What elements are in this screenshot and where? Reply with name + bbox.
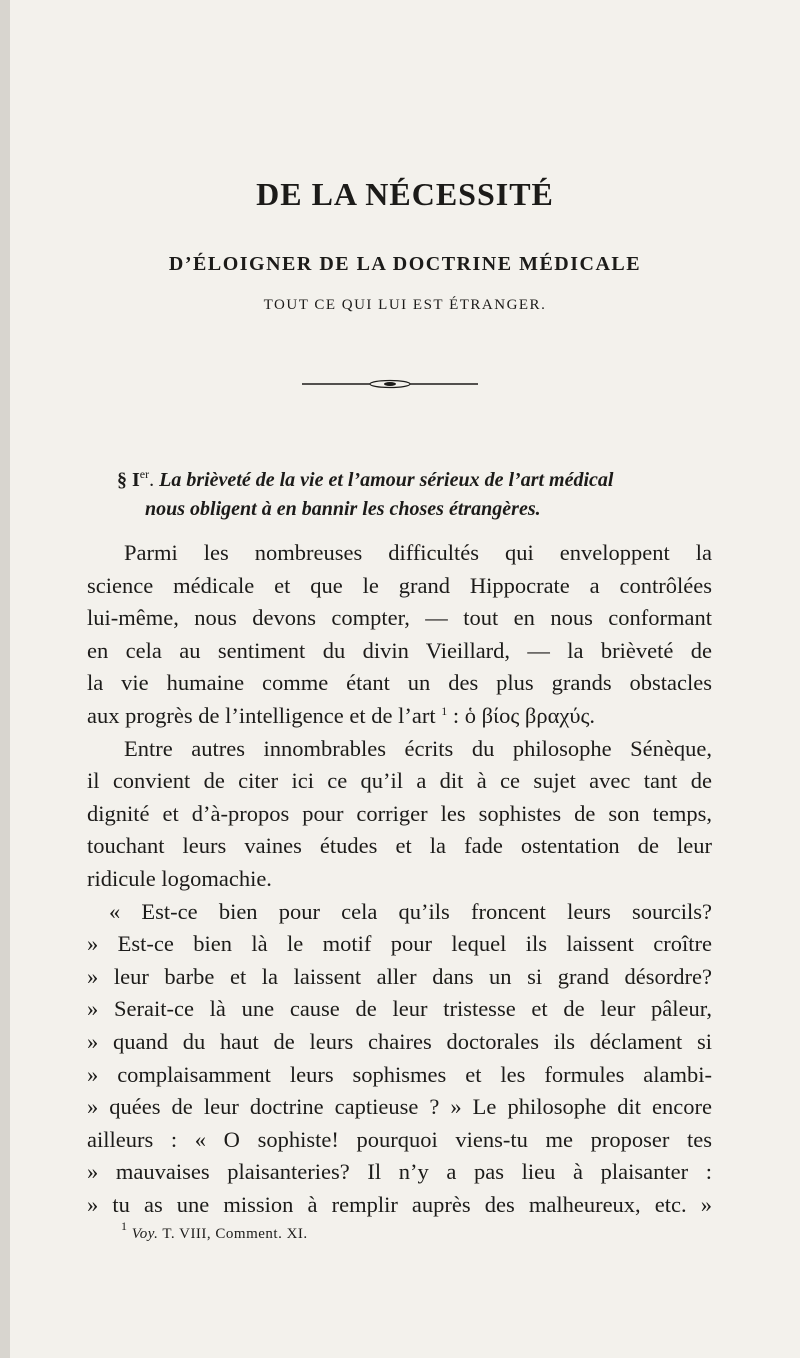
section-symbol-sup: er <box>139 467 150 481</box>
text-line: la vie humaine comme étant un des plus grands obstacles <box>87 670 712 696</box>
footnote-number: 1 <box>121 1219 128 1233</box>
text-line-with-footnote <box>87 700 712 733</box>
text-line: » Est-ce bien là le motif pour lequel ils laissent croître <box>87 931 712 957</box>
section-heading-line-2: nous obligent à en bannir les choses étrangères. <box>145 498 541 520</box>
text-line: science médicale et que le grand Hippocrate a contrôlées <box>87 572 712 598</box>
body-text <box>87 537 712 1221</box>
text-line: dignité et d’à-propos pour corriger les sophistes de son temps, <box>87 800 712 826</box>
text-line: en cela au sentiment du divin Vieillard, — la brièveté de <box>87 637 712 663</box>
greek-quote: : ὁ βίος βραχύς. <box>452 702 596 728</box>
text-line: » leur barbe et la laissent aller dans un si grand désordre? <box>87 963 712 989</box>
chapter-subtitle-continued: TOUT CE QUI LUI EST ÉTRANGER. <box>263 297 547 313</box>
text-line: » tu as une mission à remplir auprès des malheureux, etc. » <box>87 1191 712 1217</box>
text-line: lui-même, nous devons compter, — tout en nous conformant <box>87 605 712 631</box>
ornamental-rule <box>302 378 478 390</box>
text-line: » Serait-ce là une cause de leur tristesse et de leur pâleur, <box>87 996 712 1022</box>
text-line: » complaisamment leurs sophismes et les formules alambi- <box>87 1061 712 1087</box>
section-heading: § Ier. La brièveté de la vie et l’amour sérieux de l’art médical nous obligent à en bannir les choses étrangères. <box>117 466 717 524</box>
chapter-title: DE LA NÉCESSITÉ <box>256 176 554 212</box>
footnote-abbreviation: Voy. <box>131 1226 159 1242</box>
footnote-reference: 1 <box>441 703 448 718</box>
text-line: » quand du haut de leurs chaires doctorales ils déclament si <box>87 1028 712 1054</box>
text-line: » mauvaises plaisanteries? Il n’y a pas lieu à plaisanter : <box>87 1159 712 1185</box>
text-line: Entre autres innombrables écrits du philosophe Sénèque, <box>124 735 712 761</box>
footnote <box>121 1219 308 1243</box>
book-page <box>10 0 800 1358</box>
text-line: il convient de citer ici ce qu’il a dit à ce sujet avec tant de <box>87 768 712 794</box>
text-line: Parmi les nombreuses difficultés qui enveloppent la <box>124 540 712 565</box>
footnote-text: T. VIII, Comment. XI. <box>162 1226 308 1242</box>
text-line: ailleurs : « O sophiste! pourquoi viens-tu me proposer tes <box>87 1126 712 1152</box>
section-heading-line-1: La brièveté de la vie et l’amour sérieux de l’art médical <box>159 469 614 491</box>
text-line: aux progrès de l’intelligence et de l’art <box>87 702 436 728</box>
text-line: ridicule logomachie. <box>87 865 272 891</box>
text-line: » quées de leur doctrine captieuse ? » Le philosophe dit encore <box>87 1094 712 1120</box>
chapter-subtitle: D’ÉLOIGNER DE LA DOCTRINE MÉDICALE <box>168 253 642 275</box>
text-line: « Est-ce bien pour cela qu’ils froncent leurs sourcils? <box>109 898 712 924</box>
section-symbol: § I <box>117 469 140 491</box>
text-line: touchant leurs vaines études et la fade ostentation de leur <box>87 833 712 859</box>
